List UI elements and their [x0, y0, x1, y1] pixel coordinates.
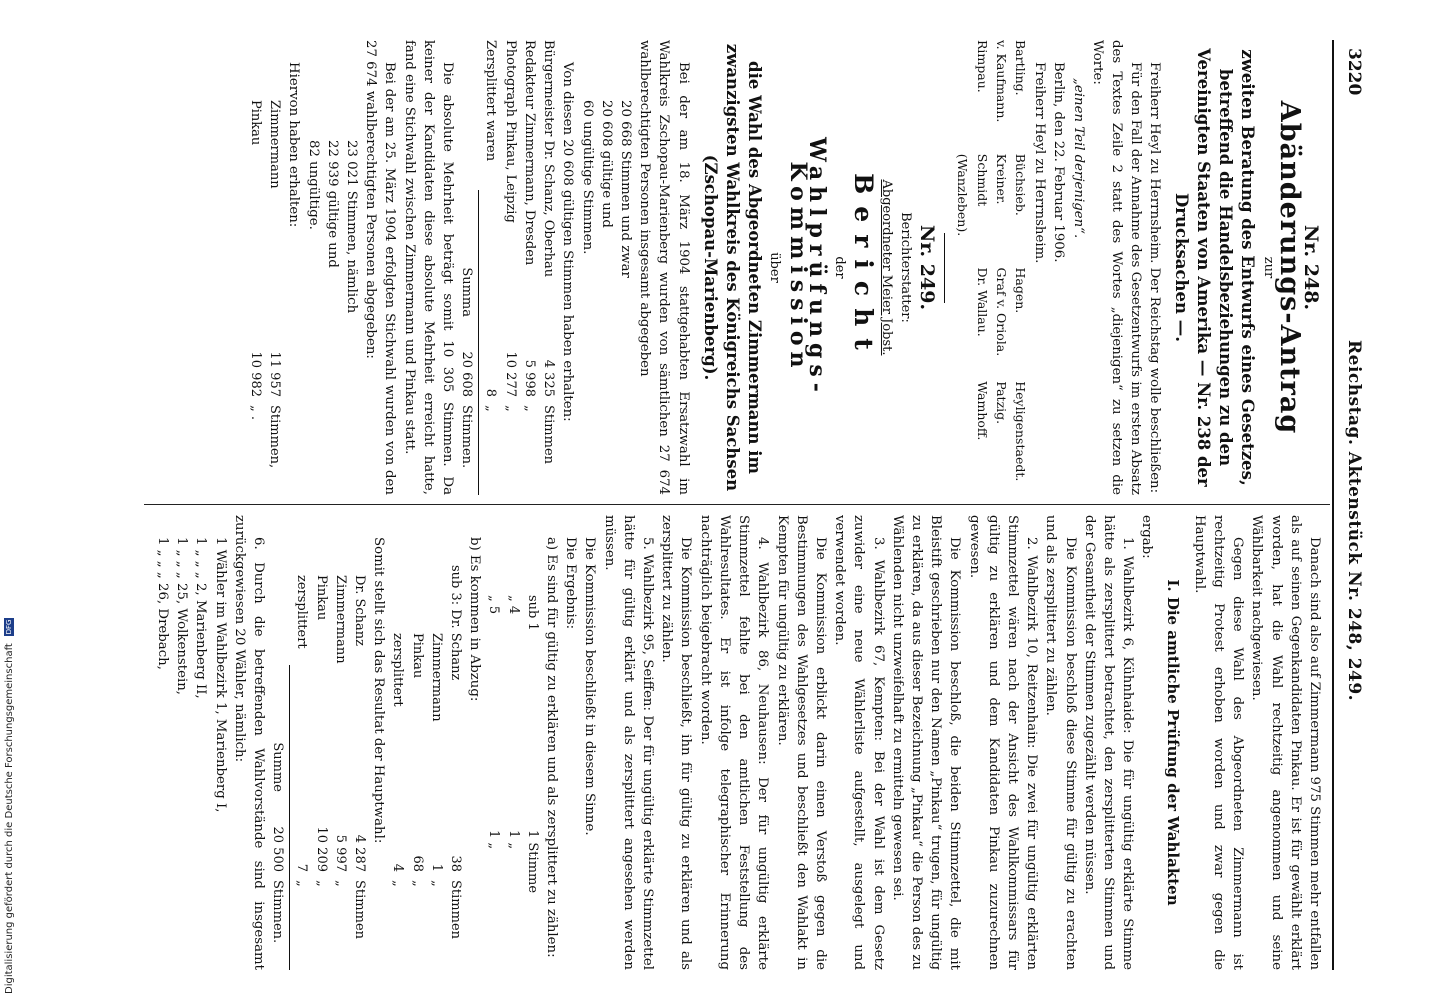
list-b-row: sub 3: Dr. Schanz 38 Stimmen	[448, 565, 464, 940]
nr249-para4: Bei der am 25. März 1904 erfolgten Stichwahl wurden von den 27 674 wahlberechtigten Personen abgegeben:	[363, 40, 398, 495]
right-para2: Gegen diese Wahl des Abgeordneten Zimmermann ist rechtzeitig Protest erhoben worden und zwar gegen die Hauptwahl.	[1191, 515, 1246, 970]
nr249-number: Nr. 249.	[916, 224, 939, 311]
list-a-row: „ 5 1 „	[486, 595, 502, 850]
right-para10: Die Kommission beschließt, ihn für gültig zu erklären und als zersplittert zu zählen.	[659, 515, 694, 970]
page-columns	[134, 40, 1330, 970]
final-result-row: Zimmermann 5 997 „	[332, 575, 348, 887]
right-para12: Die Kommission beschließt in diesem Sinne.	[582, 537, 598, 836]
nr249-der: der	[832, 256, 848, 279]
signer-name: Graf v. Oriola.	[993, 267, 1009, 357]
running-title: Reichstag. Aktenstück Nr. 248, 249.	[1344, 340, 1364, 702]
right-para3: 1. Wahlbezirk 6, Kühnhaide: Die für ungültig erklärte Stimme hätte als zersplittert betrachtet, den zersplitterten Stimmen und der Gesamtheit der Stimmen zugezählt werden müssen.	[1081, 515, 1136, 970]
right-para6: Die Kommission beschloß, die beiden Stimmzettel, die mit Bleistift geschrieben nur den Namen „Pinkau“ trugen, für ungültig zu erklären, da aus dieser Bezeichnung „Pinkau“ die Person des zu Wählenden nicht unzweifelhaft zu ermitteln gewesen sei.	[889, 515, 963, 970]
right-para9: 4. Wahlbezirk 86, Neuhausen: Der für ungültig erklärte Stimmzettel fehlte bei den amtlichen Feststellung des Wahlresultates. Er ist infolge telegraphischer Erinnerung nachträglich beigebracht worden.	[697, 515, 771, 970]
digitization-note-text: Digitalisierung gefördert durch die Deutsche Forschungsgemeinschaft	[4, 643, 15, 994]
nr249-para5: Hiervon haben erhalten:	[286, 62, 302, 228]
result-row: Bürgermeister Dr. Schanz, Oberhau 4 325 Stimmen	[541, 40, 557, 465]
reporter-name: Abgeordneter Meier Jobst.	[878, 179, 894, 356]
runoff-line: 22 939 gültige und	[324, 140, 340, 268]
nr248-para2: Für den Fall der Annahme des Gesetzentwurfs im ersten Absatz des Textes Zeile 2 statt des Wortes „diejenigen“ zu setzen die Worte:	[1089, 40, 1144, 495]
signer-name: Büchsieb.	[1012, 153, 1028, 216]
signer-name: Rimpau.	[974, 40, 990, 93]
list-a-row: sub 1 1 Stimme	[524, 595, 540, 894]
nr248-subtitle: zweiten Beratung des Entwurfs eines Gesetzes, betreffend die Handelsbeziehungen zu den Vereinigten Staaten von Amerika — Nr. 238 der Drucksachen —.	[1172, 48, 1258, 487]
votes-line: 20 668 Stimmen und zwar	[617, 100, 633, 278]
right-para11: 5. Wahlbezirk 95, Seiffen: Der für ungültig erklärte Stimmzettel hätte für gültig erklärt und als zersplittert angesehen werden müssen.	[601, 515, 656, 970]
dfg-logo-icon: DFG	[5, 619, 13, 635]
nr248-para1: Freiherr Heyl zu Herrnsheim. Der Reichstag wolle beschließen:	[1147, 62, 1163, 494]
nr249-subject: die Wahl des Abgeordneten Zimmermann im zwanzigsten Wahlkreis des Königreichs Sachsen (Zschopau-Marienberg).	[700, 43, 764, 492]
nr249-para2: Von diesen 20 608 gültigen Stimmen haben erhalten:	[560, 62, 576, 422]
running-head	[1332, 40, 1374, 970]
reject-row: 1 „ „ „ 25, Wolkenstein,	[174, 537, 190, 695]
right-para5: 2. Wahlbezirk 10, Reitzenhain: Die zwei für ungültig erklärten Stimmzettel wären nach der Ansicht des Wahlkommissars für gültig zu erklären und dem Kandidaten Pinkau zuzurechnen gewesen.	[966, 515, 1040, 970]
runoff-result-row: Pinkau 10 982 „ .	[248, 100, 264, 420]
page-number: 3220	[1344, 48, 1364, 96]
nr249-para1: Bei der am 18. März 1904 stattgehabten Ersatzwahl im Wahlkreis Zschopau-Marienberg wurden von sämtlichen 27 674 wahlberechtigten Personen insgesamt abgegeben	[637, 40, 691, 495]
signers-row	[992, 40, 1011, 495]
left-column	[246, 40, 1324, 495]
nr249-para3: Die absolute Mehrheit beträgt somit 10 305 Stimmen. Da keiner der Kandidaten diese absolute Mehrheit erreicht hatte, fand eine Stichwahl zwischen Zimmermann und Pinkau statt.	[401, 40, 456, 495]
reject-row: 1 Wähler im Wahlbezirk 1, Marienberg I,	[212, 537, 228, 813]
signers-row	[1011, 40, 1030, 495]
right-para1: Danach sind also auf Zimmermann 975 Stimmen mehr entfallen als auf seinen Gegenkandidaten Pinkau. Er ist für gewählt erklärt worden, hat die Wahl rechtzeitig angenommen und seine Wählbarkeit nachgewiesen.	[1249, 515, 1322, 970]
right-para15: 6. Durch die betreffenden Wahlvorstände sind insgesamt zurückgewiesen 20 Wähler, nämlich:	[231, 515, 267, 970]
runoff-result-row: Zimmermann 11 957 Stimmen,	[267, 100, 283, 469]
runoff-line: 82 ungültige.	[305, 140, 321, 230]
reject-row: 1 „ „ „ 2, Marienberg II,	[193, 537, 209, 699]
signer-name: Heyligenstaedt.	[1012, 381, 1028, 482]
list-b-row: Pinkau 68 „	[409, 633, 425, 887]
right-para8: Die Kommission erblickt darin einen Verstoß gegen die Bestimmungen des Wahlgesetzes und beschließt den Wahlakt in Kempten für ungültig zu erklären.	[774, 515, 828, 970]
right-para4: Die Kommission beschloß diese Stimme für gültig zu erachten und als zersplittert zu zählen.	[1043, 515, 1078, 970]
votes-line: 60 ungültige Stimmen.	[579, 100, 595, 255]
rotated-page	[134, 30, 1374, 980]
nr248-dateline: Berlin, den 22. Februar 1906.	[1051, 62, 1067, 263]
commission-title: Wahlprüfungs-Kommission	[784, 137, 831, 398]
nr248-title: Abänderungs-Antrag	[1273, 100, 1305, 435]
signer-name: Wamhoff.	[974, 381, 990, 441]
section-divider	[944, 233, 945, 303]
signers-row	[953, 40, 991, 495]
list-a-label: a) Es sind für gültig zu erklären und als zersplittert zu zählen:	[544, 537, 560, 958]
final-result-row: Pinkau 10 209 „	[313, 575, 329, 887]
signer-name: v. Kaufmann.	[993, 40, 1009, 123]
list-b-label: b) Es kommen in Abzug:	[467, 537, 483, 702]
runoff-line: 23 021 Stimmen, nämlich	[344, 140, 360, 314]
right-para13: Die Ergebnis:	[563, 537, 579, 630]
signer-name: Schmidt (Wanzleben).	[955, 153, 990, 237]
result-row: Redakteur Zimmermann, Dresden 5 998 „	[521, 40, 537, 412]
sum-row: Summa 20 608 Stimmen.	[459, 267, 475, 469]
list-b-row: zersplittert 4 „	[390, 633, 406, 887]
right-para14: Somit stellt sich das Resultat der Hauptwahl:	[371, 537, 387, 844]
nr248-signer: Freiherr Heyl zu Herrnsheim.	[1032, 62, 1048, 264]
signer-name: Hagen.	[1012, 267, 1028, 314]
result-row: Zersplittert waren 8 „	[483, 40, 499, 412]
sum-rule	[289, 665, 290, 970]
right-column	[153, 515, 1324, 970]
signer-name: Kreiner.	[993, 153, 1009, 205]
votes-line: 20 608 gültige und	[598, 100, 614, 228]
nr248-quote: „einen Teil derjenigen“.	[1070, 78, 1086, 239]
heading-continuation: ergab:	[1139, 515, 1155, 559]
list-b-row: Zimmermann 1 „	[428, 633, 444, 887]
nr248-zur: zur	[1260, 256, 1276, 279]
reporter-label: Berichterstatter:	[897, 212, 913, 323]
section-heading: I. Die amtliche Prüfung der Wahlakten	[1163, 579, 1182, 906]
result-row: Photograph Pinkau, Leipzig 10 277 „	[502, 40, 518, 412]
sum-rule	[478, 190, 479, 495]
digitization-note	[4, 618, 15, 994]
final-sum-row: Summe 20 500 Stimmen.	[270, 742, 286, 944]
final-result-row: zersplittert 7 „	[294, 575, 310, 887]
column-divider	[144, 504, 1330, 505]
signer-name: Dr. Wallau.	[974, 267, 990, 337]
nr249-title: Bericht	[848, 173, 878, 362]
reject-row: 1 „ „ „ 26, Drebach,	[155, 537, 171, 670]
list-a-row: „ 4 1 „	[505, 595, 521, 850]
signer-name: Patzig.	[993, 381, 1009, 425]
nr248-number: Nr. 248.	[1300, 224, 1322, 311]
signer-name: Bartling.	[1012, 40, 1028, 96]
final-result-row: Dr. Schanz 4 287 Stimmen	[352, 575, 368, 940]
right-para7: 3. Wahlbezirk 67, Kempten: Bei der Wahl ist dem Gesetz zuwider eine neue Wählerliste aufgestellt, ausgelegt und verwendet worden.	[832, 515, 886, 970]
nr249-ueber: über	[766, 252, 782, 283]
